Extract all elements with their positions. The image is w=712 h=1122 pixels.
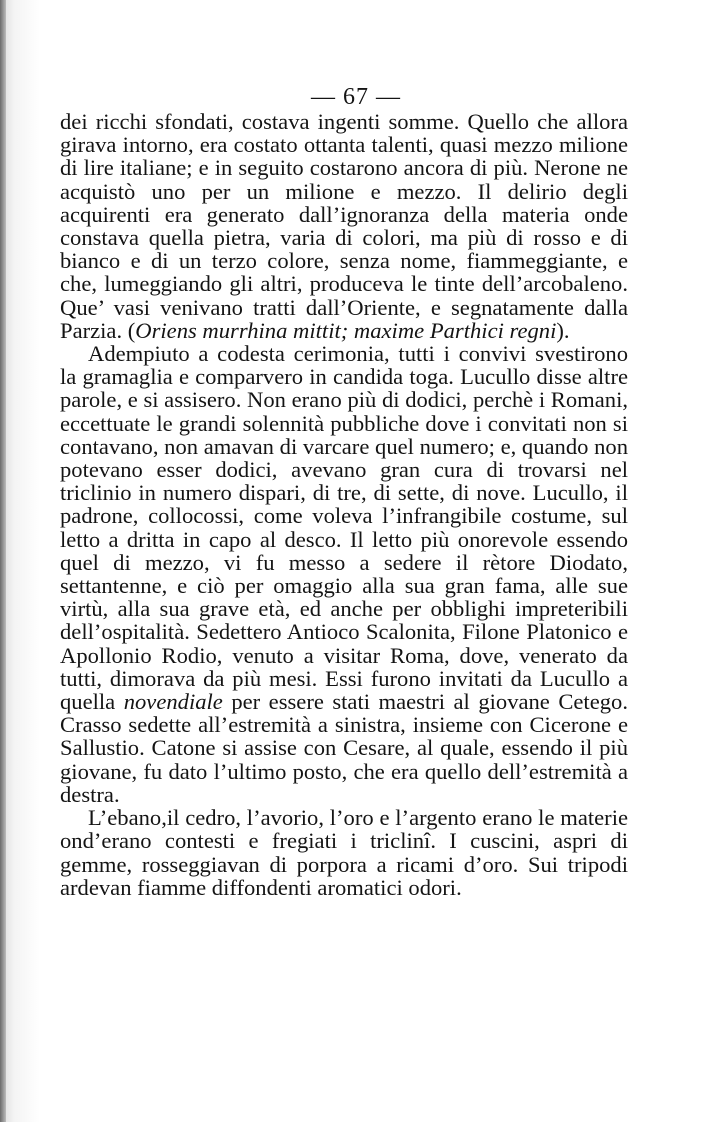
paragraph-3-text: L’ebano,il cedro, l’avorio, l’oro e l’argento erano le materie ond’erano contesti e fregiati i triclinî. I cuscini, aspri di gemme, rosseggiavan di porpora a ricami d’oro. Sui tripodi ardevan fiamme diffondenti aromatici odori. — [60, 805, 628, 900]
body-text — [60, 110, 628, 899]
latin-quote: Oriens murrhina mittit; maxime Parthici regni — [135, 317, 557, 343]
paragraph-1 — [60, 110, 628, 342]
paragraph-1-text: dei ricchi sfondati, costava ingenti somme. Quello che allora girava intorno, era costato ottanta talenti, quasi mezzo milione di lire italiane; e in seguito costarono ancora di più. Nerone ne acquistò uno per un milione e mezzo. Il delirio degli acquirenti era generato dall’ignoranza della materia onde constava quella pietra, varia di colori, ma più di rosso e di bianco e di un terzo colore, senza nome, fiammeggiante, e che, lumeggiando gli altri, produceva le tinte dell’arcobaleno. Que’ vasi venivano tratti dall’Oriente, e segnatamente dalla Parzia. ( — [60, 109, 628, 343]
page-number: — 67 — — [311, 84, 401, 110]
paragraph-2 — [60, 342, 628, 806]
paragraph-3 — [60, 806, 628, 899]
paragraph-2-continuation: per essere stati maestri al giovane Cetego. Crasso sedette all’estremità a sinistra, insieme con Cicerone e Sallustio. Catone si assise con Cesare, al quale, essendo il più giovane, fu dato l’ultimo posto, che era quello dell’estremità a destra. — [60, 689, 628, 807]
paragraph-1-closing: ). — [556, 317, 570, 343]
italic-term-novendiale: novendiale — [123, 689, 223, 715]
paragraph-2-text: Adempiuto a codesta cerimonia, tutti i convivi svestirono la gramaglia e comparvero in candida toga. Lucullo disse altre parole, e si assisero. Non erano più di dodici, perchè i Romani, eccettuate le grandi solennità pubbliche dove i convitati non si contavano, non amavan di varcare quel numero; e, quando non potevano esser dodici, avevano gran cura di trovarsi nel triclinio in numero dispari, di tre, di sette, di nove. Lucullo, il padrone, collocossi, come voleva l’infrangibile costume, sul letto a dritta in capo al desco. Il letto più onorevole essendo quel di mezzo, vi fu messo a sedere il rètore Diodato, settantenne, e ciò per omaggio alla sua gran fama, alle sue virtù, alla sua grave età, ed anche per obblighi impreteribili dell’ospitalità. Sedettero Antioco Scalonita, Filone Platonico e Apollonio Rodio, venuto a visitar Roma, dove, venerato da tutti, dimorava da più mesi. Essi furono invitati da Lucullo a quella — [60, 341, 628, 715]
page-binding-edge — [0, 0, 6, 1122]
